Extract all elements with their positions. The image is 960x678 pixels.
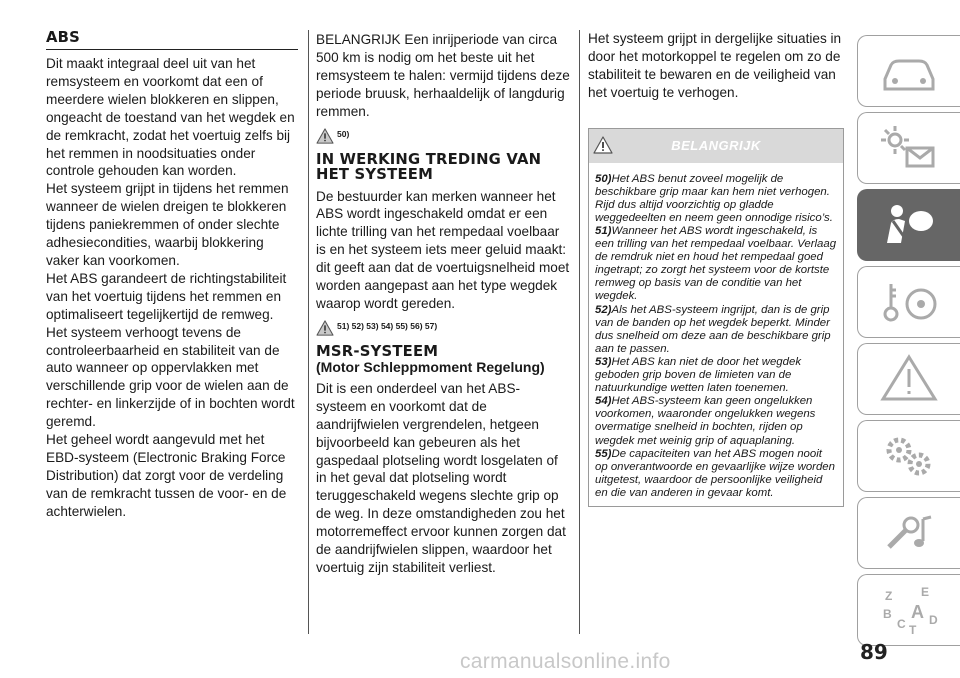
index-letters-icon bbox=[877, 584, 941, 636]
gears-maintenance-icon bbox=[877, 430, 941, 482]
index-letter: T bbox=[909, 623, 917, 636]
note-text: Het ABS-systeem kan geen ongelukken voorkomen, waaronder ongelukken wegens overmatige snelheid in bochten, rijden op wegdek met weinig grip of aquaplaning. bbox=[595, 395, 816, 447]
abs-paragraph: Het ABS garandeert de richtingstabiliteit van het voertuig tijdens het remmen en optimaliseert tegelijkertijd de remweg. bbox=[46, 270, 287, 322]
warning-lights-icon bbox=[877, 122, 941, 174]
note-number: 53) bbox=[595, 355, 612, 368]
note-number: 55) bbox=[595, 447, 612, 460]
heading-rule bbox=[46, 49, 298, 50]
note-text: De capaciteiten van het ABS mogen nooit op onverantwoorde en gevaarlijke wijze worden uitgetest, waardoor de persoonlijke veiligheid en die van anderen in gevaar komt. bbox=[595, 447, 835, 499]
abs-paragraph: Het systeem verhoogt tevens de controleerbaarheid en stabiliteit van de auto wanneer op oppervlakken met verschillende grip voor de wielen aan de rechter- en linkerzijde of in bochten wordt geremd. bbox=[46, 324, 295, 430]
warning-triangle-icon bbox=[316, 128, 334, 144]
tab-maintenance[interactable] bbox=[857, 420, 960, 492]
watermark: carmanualsonline.info bbox=[460, 650, 671, 673]
activation-paragraph: De bestuurder kan merken wanneer het ABS wordt ingeschakeld omdat er een lichte trilling van het rempedaal voelbaar is en het systeem iets meer geluid maakt: dit geeft aan dat de voertuigsnelheid moet worden aangepast aan het type wegdek waarop wordt gereden. bbox=[316, 188, 570, 311]
index-letter: E bbox=[921, 585, 930, 599]
tab-safety[interactable] bbox=[857, 189, 960, 261]
warning-note bbox=[595, 304, 837, 356]
tab-emergency[interactable] bbox=[857, 343, 960, 415]
warning-note bbox=[595, 225, 837, 304]
chapter-tabs bbox=[857, 35, 960, 651]
msr-paragraph: Dit is een onderdeel van het ABS-systeem en voorkomt dat de aandrijfwielen vergrendelen, hetgeen bijvoorbeeld kan gebeuren als het gaspedaal plotseling wordt losgelaten of in het geval dat plotseling wordt teruggeschakeld wegens slechte grip op de weg. In deze omstandigheden zou het motorremeffect ervoor kunnen zorgen dat de aandrijfwielen slippen, waardoor het voertuig zijn stabiliteit verliest. bbox=[316, 380, 566, 575]
note-number: 51) bbox=[595, 225, 612, 237]
warning-box-title: BELANGRIJK bbox=[671, 137, 761, 153]
warning-triangle-icon bbox=[316, 320, 334, 336]
warning-note bbox=[595, 356, 837, 395]
section-heading-activation: IN WERKING TREDING VAN HET SYSTEEM bbox=[316, 150, 542, 183]
warning-note bbox=[595, 173, 837, 225]
note-text: Het ABS benut zoveel mogelijk de beschikbare grip maar kan hem niet verhogen. Rijd dus altijd voorzichtig op gladde weggedeelten en neem geen onnodige risico’s. bbox=[595, 172, 833, 224]
index-letter: B bbox=[883, 607, 892, 621]
column-divider bbox=[579, 30, 580, 634]
warning-note bbox=[595, 448, 837, 500]
warning-notes bbox=[589, 163, 843, 506]
wrench-music-icon bbox=[877, 507, 941, 559]
page-number: 89 bbox=[860, 640, 888, 664]
column-abs bbox=[46, 30, 298, 521]
note-number: 54) bbox=[595, 395, 612, 408]
column-msr bbox=[316, 31, 570, 577]
warning-box-header bbox=[589, 129, 843, 163]
tab-index[interactable] bbox=[857, 574, 960, 646]
key-steering-icon bbox=[877, 276, 941, 328]
warning-ref-numbers: 51) 52) 53) 54) 55) 56) 57) bbox=[337, 320, 438, 331]
tab-starting-driving[interactable] bbox=[857, 266, 960, 338]
abs-paragraph: Het systeem grijpt in tijdens het remmen wanneer de wielen dreigen te blokkeren tijdens paniekremmen of onder slechte adhesiecondities, waarbij blokkering vaker kan voorkomen. bbox=[46, 181, 289, 268]
note-number: 50) bbox=[595, 172, 612, 185]
warning-note bbox=[595, 395, 837, 447]
warning-reference bbox=[316, 318, 570, 336]
airbag-seatbelt-icon bbox=[877, 199, 941, 251]
tab-dashboard[interactable] bbox=[857, 35, 960, 107]
note-text: Het ABS kan niet de door het wegdek geboden grip boven de limieten van de natuurkundige wetten laten toenemen. bbox=[595, 355, 802, 395]
column-warnings bbox=[588, 30, 844, 507]
section-heading-abs: ABS bbox=[46, 29, 80, 46]
index-letter: D bbox=[929, 613, 938, 627]
warning-reference bbox=[316, 126, 570, 144]
column-divider bbox=[308, 30, 309, 634]
note-text: Als het ABS-systeem ingrijpt, dan is de grip van de banden op het wegdek beperkt. Minder dus snelheid om deze aan de beschikbare grip aan te passen. bbox=[595, 303, 831, 355]
index-letter: Z bbox=[885, 589, 893, 603]
warning-triangle-icon bbox=[593, 136, 613, 154]
section-heading-msr: MSR-SYSTEEM bbox=[316, 342, 439, 360]
car-dashboard-icon bbox=[877, 45, 941, 97]
abs-paragraph: Dit maakt integraal deel uit van het remsysteem en voorkomt dat een of meerdere wielen blokkeren en slippen, ongeacht de toestand van het wegdek en de remkracht, zodat het voertuig zelfs bij het remmen in noodsituaties onder controle gehouden kan worden. bbox=[46, 56, 295, 179]
note-number: 52) bbox=[595, 303, 612, 316]
abs-paragraph: Het geheel wordt aangevuld met het EBD-systeem (Electronic Braking Force Distribution) dat zorgt voor de verdeling van de remkracht tussen de voor- en de achterwielen. bbox=[46, 432, 287, 519]
index-letter: A bbox=[911, 602, 924, 622]
break-in-paragraph: BELANGRIJK Een inrijperiode van circa 500 km is nodig om het beste uit het remsysteem te halen: vermijd tijdens deze periode bruusk, herhaaldelijk of langdurig remmen. bbox=[316, 32, 570, 119]
warning-ref-number: 50) bbox=[337, 128, 350, 139]
msr-continuation-paragraph: Het systeem grijpt in dergelijke situaties in door het motorkoppel te regelen om zo de stabiliteit te bewaren en de veiligheid van het voertuig te verhogen. bbox=[588, 31, 842, 100]
tab-warning-lights[interactable] bbox=[857, 112, 960, 184]
msr-subheading: (Motor Schleppmoment Regelung) bbox=[316, 358, 545, 375]
warning-triangle-road-icon bbox=[877, 353, 941, 405]
index-letter: C bbox=[897, 617, 906, 631]
tab-multimedia[interactable] bbox=[857, 497, 960, 569]
note-text: Wanneer het ABS wordt ingeschakeld, is een trilling van het rempedaal voelbaar. Verlaag de remdruk niet en houd het rempedaal goed ingetrapt; zo zorgt het systeem voor de kortste remweg op basis van de conditie van het wegdek. bbox=[595, 225, 837, 303]
warning-box bbox=[588, 128, 844, 507]
